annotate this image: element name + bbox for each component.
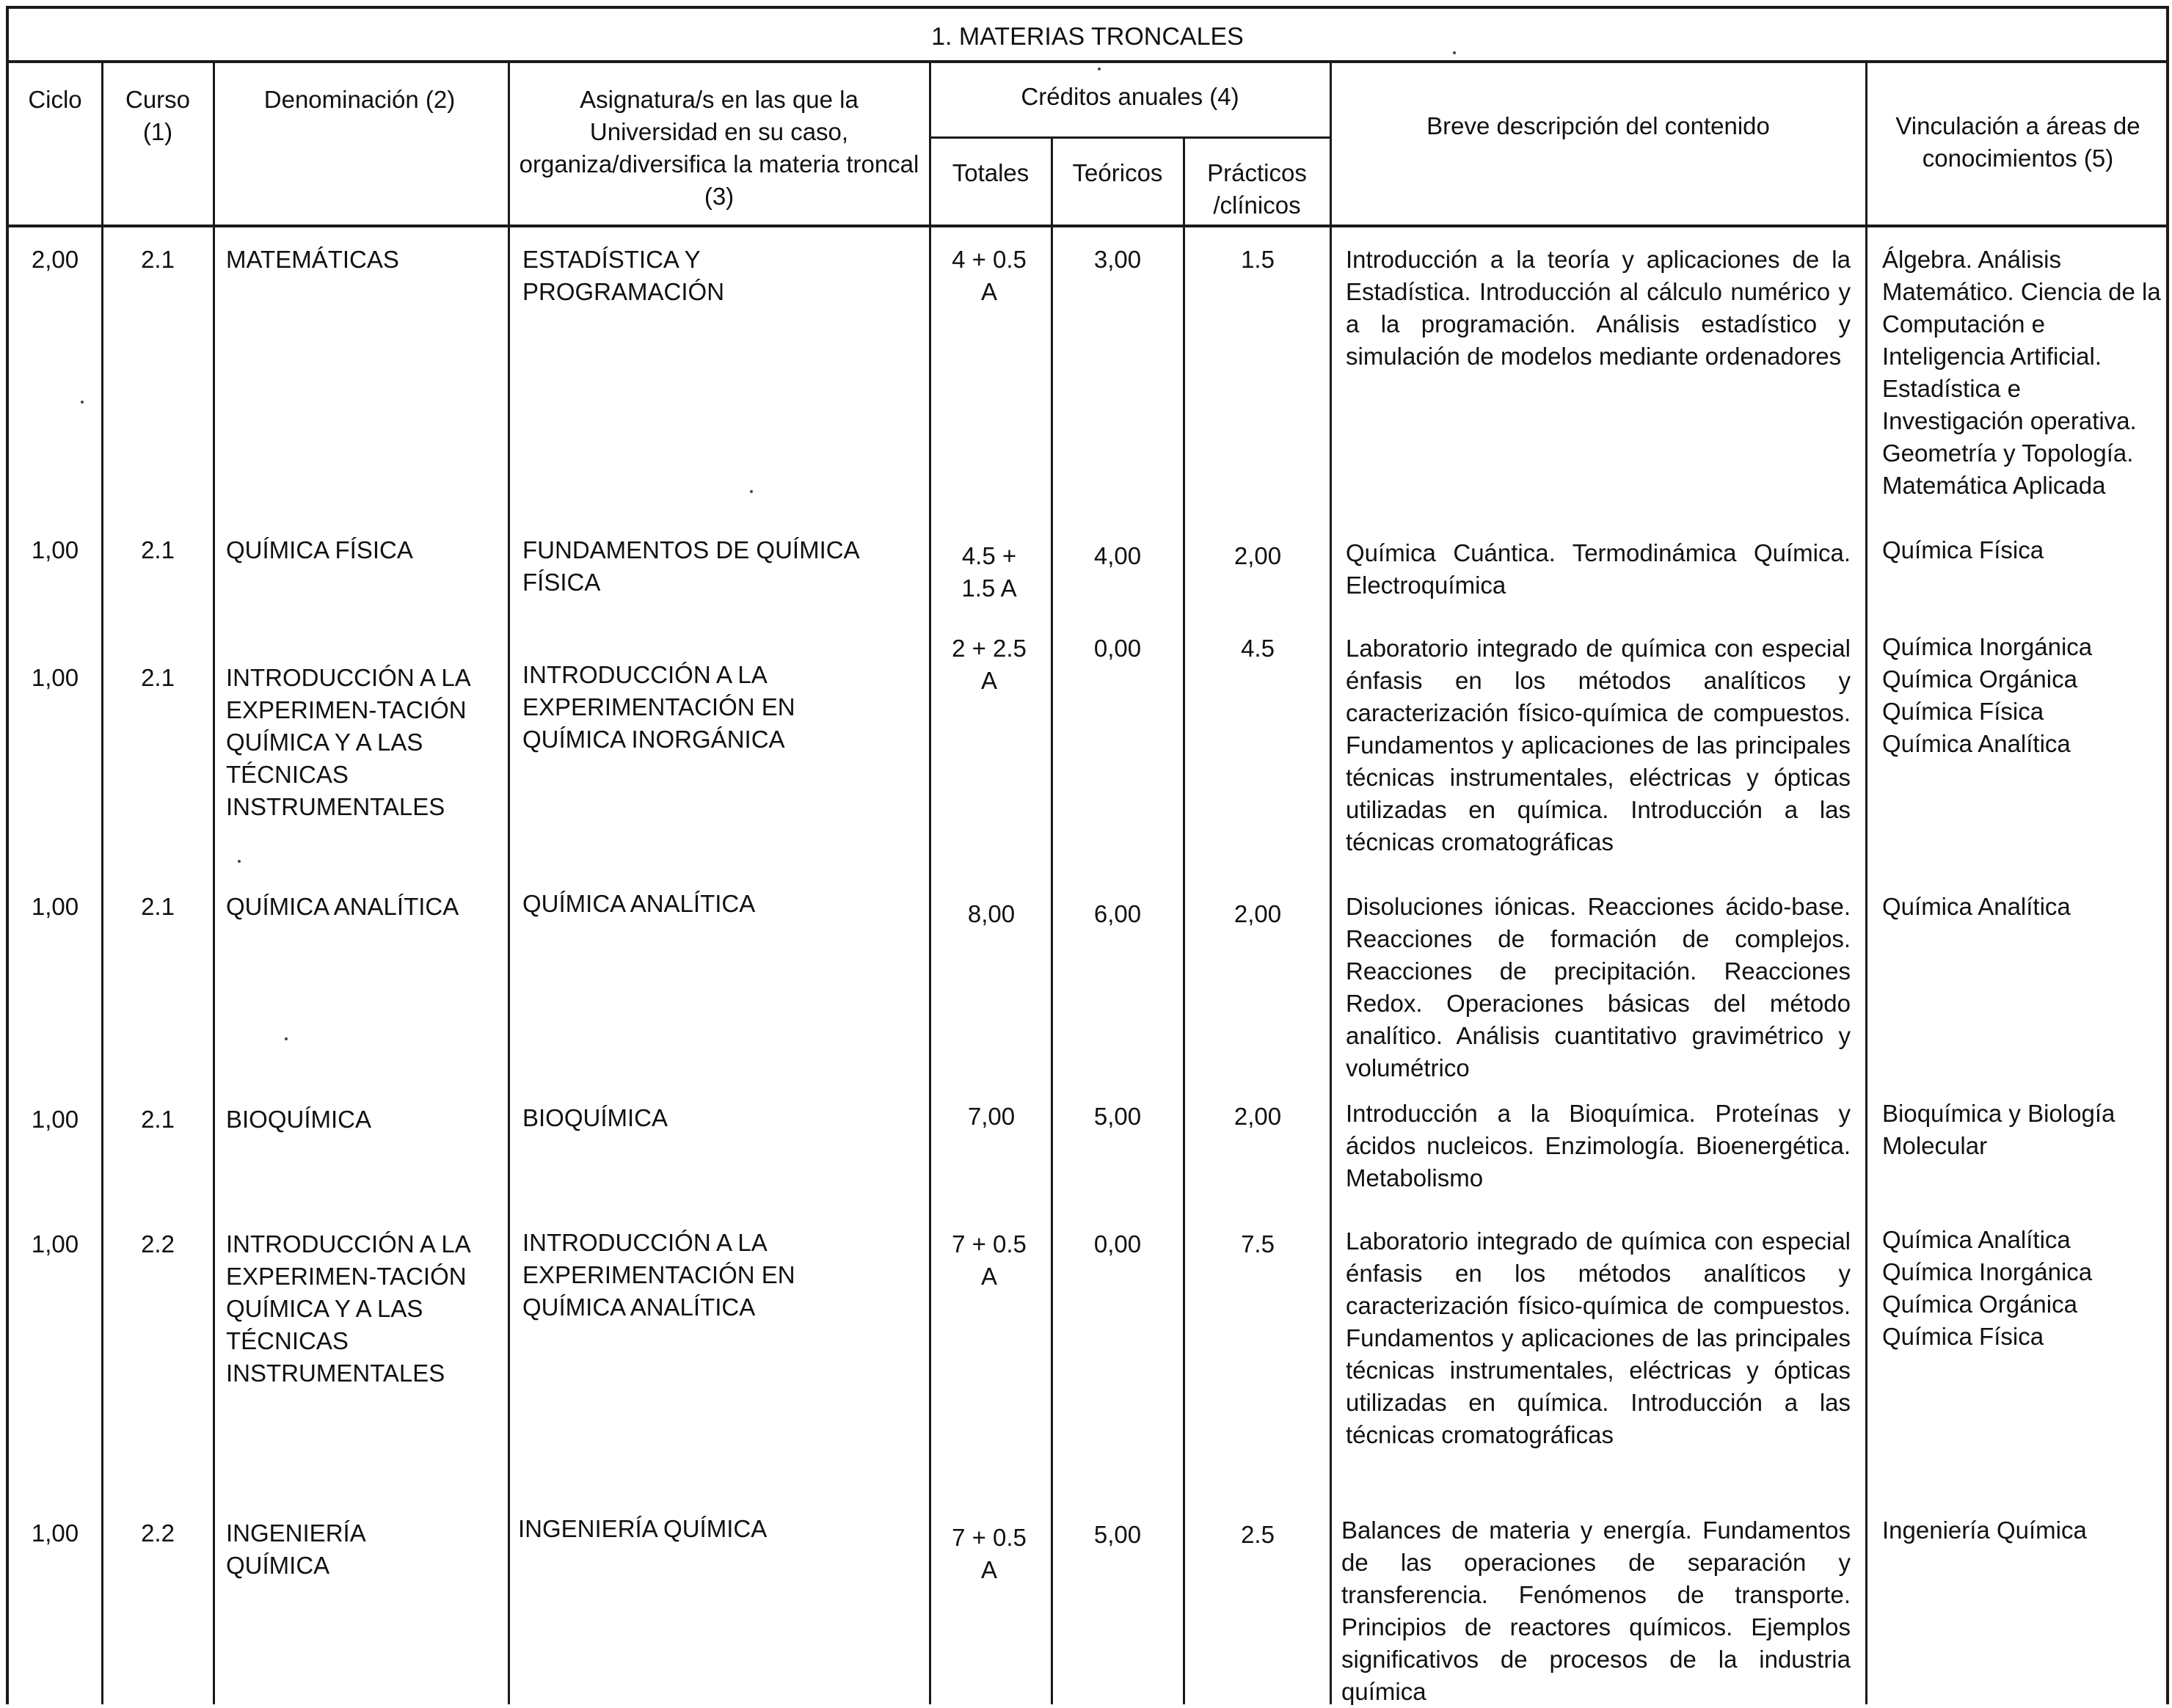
cell-practicos: 1.5: [1241, 246, 1275, 273]
cell-practicos: 2,00: [1233, 542, 1282, 569]
cell-curso: 2.2: [141, 1519, 175, 1547]
cell-denominacion: BIOQUÍMICA: [226, 1106, 372, 1133]
cell-denominacion: INTRODUCCIÓN A LA EXPERIMEN-TACIÓN QUÍMICA Y A LAS TÉCNICAS INSTRUMENTALES: [226, 1230, 470, 1387]
cell-vinculacion: Química Analítica: [1882, 893, 2071, 920]
cell-ciclo: 1,00: [31, 536, 79, 563]
cell-descripcion: Laboratorio integrado de química con especial énfasis en los métodos analíticos y caracterización físico-química de compuestos. Fundamentos y aplicaciones de las principales técnicas instrumentales, eléctricas y ópticas utilizadas en química. Introducción a las técnicas cromatográficas: [1346, 635, 1851, 855]
col-divider-2: [213, 62, 215, 1704]
cell-descripcion: Balances de materia y energía. Fundamentos de las operaciones de separación y transferencia. Fenómenos de transporte. Principios de reactores químicos. Ejemplos significativos de procesos de la industria química: [1341, 1517, 1851, 1705]
header-curso: Curso (1): [125, 86, 191, 145]
header-totales: Totales: [952, 159, 1029, 186]
scan-speck: [1453, 51, 1456, 54]
cell-descripcion: Introducción a la teoría y aplicaciones de la Estadística. Introducción al cálculo numérico y a la programación. Análisis estadístico y simulación de modelos mediante ordenadores: [1346, 246, 1851, 370]
cell-descripcion: Química Cuántica. Termodinámica Química. Electroquímica: [1346, 539, 1851, 599]
cell-totales: 7 + 0.5 A: [952, 1524, 1027, 1583]
cell-practicos: 4.5: [1241, 635, 1275, 662]
col-divider-5: [1051, 138, 1053, 1704]
cell-vinculacion: Álgebra. Análisis Matemático. Ciencia de la Computación e Inteligencia Artificial. Estadística e Investigación operativa. Geometría y Topología. Matemática Aplicada: [1882, 246, 2161, 499]
header-creditos: Créditos anuales (4): [1021, 83, 1239, 110]
cell-curso: 2.2: [141, 1230, 175, 1258]
cell-teoricos: 5,00: [1093, 1103, 1142, 1130]
header-practicos: Prácticos /clínicos: [1207, 159, 1307, 219]
table-title: 1. MATERIAS TRONCALES: [931, 23, 1244, 51]
cell-asignatura: BIOQUÍMICA: [522, 1104, 668, 1131]
cell-ciclo: 1,00: [31, 1106, 79, 1133]
cell-teoricos: 0,00: [1093, 1230, 1142, 1258]
cell-totales: 4 + 0.5 A: [952, 246, 1027, 305]
cell-vinculacion: Ingeniería Química: [1882, 1517, 2087, 1544]
cell-teoricos: 6,00: [1093, 900, 1142, 927]
cell-descripcion: Disoluciones iónicas. Reacciones ácido-base. Reacciones de formación de complejos. Reacciones de precipitación. Reacciones Redox. Operaciones básicas del método analítico. Análisis cuantitativo gravimétrico y volumétrico: [1346, 893, 1851, 1081]
col-divider-1: [101, 62, 103, 1704]
cell-practicos: 7.5: [1241, 1230, 1275, 1258]
cell-descripcion: Laboratorio integrado de química con especial énfasis en los métodos analíticos y caracterización físico-química de compuestos. Fundamentos y aplicaciones de las principales técnicas instrumentales, eléctricas y ópticas utilizadas en química. Introducción a las técnicas cromatográficas: [1346, 1227, 1851, 1448]
scan-speck: [238, 860, 241, 863]
cell-denominacion: QUÍMICA ANALÍTICA: [226, 893, 459, 920]
cell-denominacion: QUÍMICA FÍSICA: [226, 536, 413, 563]
header-bottom-rule: [6, 225, 2169, 227]
header-vinculacion: Vinculación a áreas de conocimientos (5): [1895, 112, 2140, 172]
cell-vinculacion: Química Analítica Química Inorgánica Química Orgánica Química Física: [1882, 1226, 2093, 1350]
col-divider-7: [1330, 62, 1332, 1704]
cell-ciclo: 1,00: [31, 664, 79, 691]
creditos-sub-rule: [929, 136, 1330, 139]
cell-asignatura: QUÍMICA ANALÍTICA: [522, 890, 756, 917]
cell-practicos: 2,00: [1233, 1103, 1282, 1130]
cell-asignatura: FUNDAMENTOS DE QUÍMICA FÍSICA: [522, 536, 859, 596]
cell-practicos: 2,00: [1233, 900, 1282, 927]
scan-speck: [285, 1037, 288, 1040]
scan-speck: [750, 490, 753, 493]
cell-vinculacion: Química Inorgánica Química Orgánica Química Física Química Analítica: [1882, 633, 2093, 757]
col-divider-4: [929, 62, 931, 1704]
cell-curso: 2.1: [141, 664, 175, 691]
cell-teoricos: 0,00: [1093, 635, 1142, 662]
cell-denominacion: MATEMÁTICAS: [226, 246, 399, 273]
cell-asignatura: INTRODUCCIÓN A LA EXPERIMENTACIÓN EN QUÍMICA ANALÍTICA: [522, 1229, 795, 1321]
cell-ciclo: 1,00: [31, 1519, 79, 1547]
cell-totales: 7 + 0.5 A: [952, 1230, 1027, 1290]
scan-speck: [81, 401, 84, 404]
cell-ciclo: 2,00: [31, 246, 79, 273]
header-ciclo: Ciclo: [28, 86, 82, 113]
cell-totales: 7,00: [967, 1103, 1016, 1130]
cell-denominacion: INGENIERÍA QUÍMICA: [226, 1519, 365, 1579]
cell-denominacion: INTRODUCCIÓN A LA EXPERIMEN-TACIÓN QUÍMICA Y A LAS TÉCNICAS INSTRUMENTALES: [226, 664, 470, 820]
cell-vinculacion: Bioquímica y Biología Molecular: [1882, 1100, 2115, 1159]
cell-ciclo: 1,00: [31, 1230, 79, 1258]
cell-totales: 8,00: [967, 900, 1016, 927]
cell-curso: 2.1: [141, 1106, 175, 1133]
cell-descripcion: Introducción a la Bioquímica. Proteínas y ácidos nucleicos. Enzimología. Bioenergética. Metabolismo: [1346, 1100, 1851, 1191]
header-denominacion: Denominación (2): [263, 86, 456, 113]
cell-totales: 4.5 + 1.5 A: [961, 542, 1017, 602]
header-teoricos: Teóricos: [1072, 159, 1163, 186]
header-descripcion: Breve descripción del contenido: [1426, 112, 1770, 139]
cell-asignatura: INGENIERÍA QUÍMICA: [518, 1515, 768, 1542]
title-bottom-rule: [6, 60, 2169, 63]
cell-asignatura: INTRODUCCIÓN A LA EXPERIMENTACIÓN EN QUÍMICA INORGÁNICA: [522, 661, 795, 753]
scan-speck: [1098, 67, 1101, 70]
cell-teoricos: 5,00: [1093, 1521, 1142, 1548]
cell-teoricos: 4,00: [1093, 542, 1142, 569]
cell-ciclo: 1,00: [31, 893, 79, 920]
col-divider-8: [1865, 62, 1867, 1704]
cell-vinculacion: Química Física: [1882, 536, 2044, 563]
col-divider-6: [1183, 138, 1185, 1704]
cell-curso: 2.1: [141, 246, 175, 273]
header-asignaturas: Asignatura/s en las que la Universidad en su caso, organiza/diversifica la materia troncal (3): [519, 86, 919, 210]
cell-teoricos: 3,00: [1093, 246, 1142, 273]
cell-curso: 2.1: [141, 536, 175, 563]
border-right: [2166, 6, 2169, 1704]
cell-practicos: 2.5: [1241, 1521, 1275, 1548]
col-divider-3: [508, 62, 510, 1704]
cell-asignatura: ESTADÍSTICA Y PROGRAMACIÓN: [522, 246, 725, 305]
cell-curso: 2.1: [141, 893, 175, 920]
table-top-border: [6, 6, 2169, 9]
cell-totales: 2 + 2.5 A: [952, 635, 1027, 694]
